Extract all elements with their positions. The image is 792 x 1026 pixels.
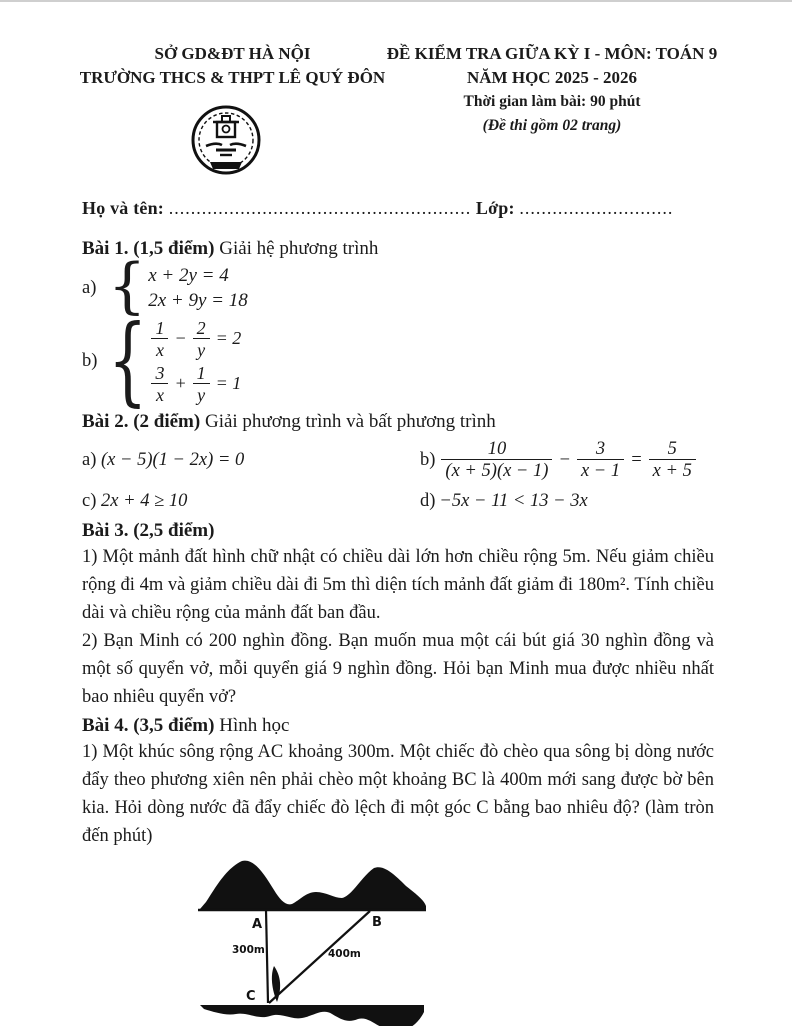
logo-building — [217, 122, 235, 137]
frac-den: x — [155, 339, 164, 360]
equation-2d: −5x − 11 < 13 − 3x — [439, 490, 588, 511]
operator: − — [558, 449, 571, 470]
frac-num: 1 — [151, 318, 168, 339]
class-label: Lớp: — [475, 198, 515, 218]
logo-laurel-right — [230, 144, 246, 146]
point-label-A: A — [252, 917, 263, 932]
problem-3-heading — [82, 519, 714, 543]
frac-den: x + 5 — [652, 461, 692, 481]
problem-1a-system — [82, 251, 714, 321]
operator: − — [174, 328, 187, 348]
school-logo-icon — [186, 102, 266, 182]
exam-year: NĂM HỌC 2025 - 2026 — [467, 68, 637, 87]
department-name: SỞ GD&ĐT HÀ NỘI — [154, 44, 311, 63]
name-dotted-line: ....................................................... — [168, 198, 472, 218]
frac-den: (x + 5)(x − 1) — [445, 461, 549, 481]
distance-label-AC: 300m — [232, 944, 265, 956]
frac-den: x − 1 — [580, 461, 621, 481]
problem-1-title: Giải hệ phương trình — [214, 238, 379, 259]
problem-1-number: Bài 1. (1,5 điểm) — [82, 238, 215, 259]
equation-1b-1 — [149, 316, 245, 361]
frac-num: 10 — [441, 439, 552, 460]
problem-4-part-1: 1) Một khúc sông rộng AC khoảng 300m. Một chiếc đò chèo qua sông bị dòng nước đẩy theo phương xiên nên phải chèo một khoảng BC là 400m mới sang được bờ bên kia. Hỏi dòng nước đã đẩy chiếc đò lệch đi một góc C bằng bao nhiêu độ? (làm tròn đến phút) — [82, 742, 714, 846]
problem-2-number: Bài 2. (2 điểm) — [82, 411, 201, 432]
problem-2c — [82, 491, 420, 512]
student-info-line — [82, 198, 722, 219]
problem-1-heading — [82, 237, 714, 261]
frac-den: y — [197, 384, 206, 405]
part-label-1a: a) — [82, 277, 97, 298]
frac-den: x — [155, 384, 164, 405]
operator: = — [630, 449, 643, 470]
exam-body — [82, 234, 714, 1026]
problem-3-number: Bài 3. (2,5 điểm) — [82, 520, 215, 541]
system-brace: { — [108, 303, 148, 417]
exam-duration: Thời gian làm bài: 90 phút — [463, 93, 641, 110]
problem-2a — [82, 450, 420, 471]
problem-4-number: Bài 4. (3,5 điểm) — [82, 715, 215, 736]
logo-ribbon — [210, 162, 242, 169]
header-school-block — [70, 42, 395, 90]
problem-2-row-cd — [82, 486, 714, 516]
part-label-2d: d) — [420, 490, 436, 511]
class-dotted-line: ............................ — [519, 198, 674, 218]
near-bank-rocks — [200, 1005, 424, 1026]
equation-1a-2: 2x + 9y = 18 — [148, 290, 248, 311]
school-name: TRƯỜNG THCS & THPT LÊ QUÝ ĐÔN — [79, 68, 386, 87]
boat-icon — [272, 966, 280, 1002]
exam-title: ĐỀ KIỂM TRA GIỮA KỲ I - MÔN: TOÁN 9 — [386, 44, 718, 63]
equation-1a-1: x + 2y = 4 — [148, 265, 229, 286]
equation-1b-2 — [149, 361, 245, 406]
problem-1b-system — [82, 303, 714, 417]
problem-2b — [420, 439, 714, 481]
part-label-2b: b) — [420, 449, 436, 470]
part-label-1b: b) — [82, 350, 98, 371]
equation-rhs: = 2 — [215, 328, 242, 348]
problem-2-row-ab — [82, 434, 714, 486]
problem-2-heading — [82, 410, 714, 434]
problem-3-part-1: 1) Một mảnh đất hình chữ nhật có chiều dài lớn hơn chiều rộng 5m. Nếu giảm chiều rộng đi 4m và giảm chiều dài đi 5m thì diện tích mảnh đất giảm đi 180m². Tính chiều dài và chiều rộng của mảnh đất ban đầu. — [82, 547, 714, 623]
system-brace: { — [108, 251, 147, 321]
problem-2d — [420, 491, 714, 512]
exam-pages-note: (Đề thi gồm 02 trang) — [482, 117, 622, 134]
river-crossing-figure — [192, 856, 432, 1026]
equation-2c: 2x + 4 ≥ 10 — [101, 490, 188, 511]
problem-4-title: Hình học — [214, 715, 290, 736]
problem-3-part-2: 2) Bạn Minh có 200 nghìn đồng. Bạn muốn mua một cái bút giá 30 nghìn đồng và một số quyển vở, mỗi quyển giá 9 nghìn đồng. Hỏi bạn Minh mua được nhiều nhất bao nhiêu quyển vở? — [82, 631, 714, 707]
problem-4-heading — [82, 714, 714, 738]
far-bank-mountains — [200, 861, 426, 909]
operator: + — [174, 373, 187, 393]
frac-num: 3 — [577, 439, 624, 460]
point-label-B: B — [372, 915, 382, 930]
part-label-2a: a) — [82, 449, 97, 470]
point-label-C: C — [246, 989, 256, 1004]
part-label-2c: c) — [82, 490, 97, 511]
frac-num: 3 — [151, 363, 168, 384]
frac-num: 5 — [649, 439, 696, 460]
frac-num: 1 — [193, 363, 210, 384]
problem-2-title: Giải phương trình và bất phương trình — [200, 411, 496, 432]
frac-den: y — [197, 339, 206, 360]
equation-2a: (x − 5)(1 − 2x) = 0 — [101, 449, 245, 470]
segment-AC — [266, 910, 268, 1003]
name-label: Họ và tên: — [82, 198, 164, 218]
header-exam-block — [368, 42, 736, 137]
distance-label-BC: 400m — [328, 948, 361, 960]
frac-num: 2 — [193, 318, 210, 339]
logo-laurel-left — [206, 144, 222, 146]
equation-rhs: = 1 — [215, 373, 242, 393]
